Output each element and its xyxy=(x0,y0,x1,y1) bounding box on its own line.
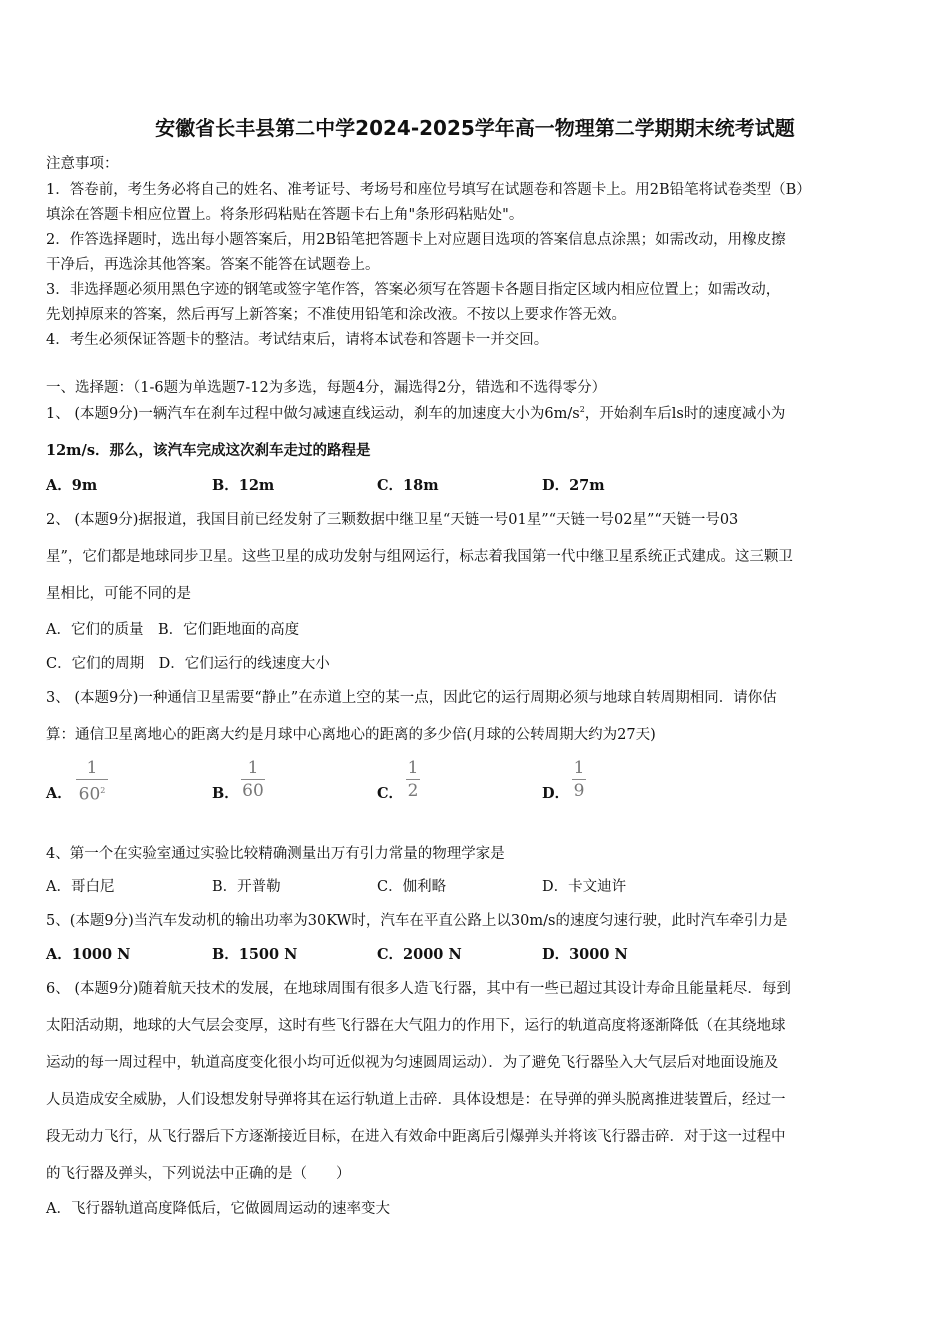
fraction-bar xyxy=(241,779,265,780)
notice-line: 3．非选择题必须用黑色字迹的钢笔或签字笔作答，答案必须写在答题卡各题目指定区域内相应位置上；如需改动， xyxy=(46,282,781,298)
option-b[interactable]: B．开普勒 xyxy=(212,879,281,895)
option-d[interactable]: D．3000 N xyxy=(542,946,628,963)
notice-line: 填涂在答题卡相应位置上。将条形码粘贴在答题卡右上角"条形码粘贴处"。 xyxy=(46,207,524,223)
notice-line: 2．作答选择题时，选出每小题答案后，用2B铅笔把答题卡上对应题目选项的答案信息点涂黑；如需改动，用橡皮擦 xyxy=(46,232,786,248)
denominator-exponent: 2 xyxy=(100,786,106,795)
fraction-numerator: 1 xyxy=(247,758,259,778)
notice-line: 干净后，再选涂其他答案。答案不能答在试题卷上。 xyxy=(46,257,380,273)
question-5-text: 5、(本题9分)当汽车发动机的输出功率为30KW时，汽车在平直公路上以30m/s的速度匀速行驶，此时汽车牵引力是 xyxy=(46,913,788,929)
option-a[interactable]: A．哥白尼 xyxy=(46,879,115,895)
question-1-text xyxy=(46,402,906,423)
question-2-text: 星”，它们都是地球同步卫星。这些卫星的成功发射与组网运行，标志着我国第一代中继卫星系统正式建成。这三颗卫 xyxy=(46,549,793,565)
option-b-label[interactable]: B． xyxy=(212,785,239,802)
q1-text-a: 1、 (本题9分)一辆汽车在刹车过程中做匀减速直线运动，刹车的加速度大小为6m/s xyxy=(46,406,580,422)
fraction-denominator: 2 xyxy=(407,781,419,801)
question-2-text: 2、 (本题9分)据报道，我国目前已经发射了三颗数据中继卫星“天链一号01星”“天链一号02星”“天链一号03 xyxy=(46,512,739,528)
question-1-options xyxy=(46,474,906,494)
fraction-numerator: 1 xyxy=(407,758,419,778)
fraction-bar xyxy=(406,779,420,780)
question-4-text: 4、第一个在实验室通过实验比较精确测量出万有引力常量的物理学家是 xyxy=(46,846,505,862)
option-d[interactable]: D．27m xyxy=(542,477,605,494)
option-b[interactable]: B．12m xyxy=(212,477,275,494)
question-3-text: 算：通信卫星离地心的距离大约是月球中心离地心的距离的多少倍(月球的公转周期大约为27天) xyxy=(46,727,656,743)
question-6-text: 人员造成安全威胁，人们设想发射导弹将其在运行轨道上击碎．具体设想是：在导弹的弹头脱离推进装置后，经过一 xyxy=(46,1092,786,1108)
question-1-text: 12m/s．那么，该汽车完成这次刹车走过的路程是 xyxy=(46,442,371,459)
question-5-options xyxy=(46,943,906,963)
option-b[interactable]: B．1500 N xyxy=(212,946,298,963)
exam-title: 安徽省长丰县第二中学2024-2025学年高一物理第二学期期末统考试题 xyxy=(155,116,795,140)
option-a[interactable]: A．1000 N xyxy=(46,946,131,963)
question-6-text: 运动的每一周过程中，轨道高度变化很小均可近似视为匀速圆周运动）．为了避免飞行器坠入大气层后对地面设施及 xyxy=(46,1055,779,1071)
denominator-value: 60 xyxy=(78,784,101,805)
fraction-d xyxy=(572,758,586,801)
option-d[interactable]: D．卡文迪许 xyxy=(542,879,627,895)
fraction-numerator: 1 xyxy=(86,758,98,778)
notice-line: 4．考生必须保证答题卡的整洁。考试结束后，请将本试卷和答题卡一并交回。 xyxy=(46,332,549,348)
notice-line: 1．答卷前，考生务必将自己的姓名、准考证号、考场号和座位号填写在试题卷和答题卡上。用2B铅笔将试卷类型（B） xyxy=(46,182,811,198)
question-6-text: 段无动力飞行，从飞行器后下方逐渐接近目标，在进入有效命中距离后引爆弹头并将该飞行器击碎．对于这一过程中 xyxy=(46,1129,786,1145)
fraction-denominator xyxy=(76,781,108,805)
question-3-text: 3、 (本题9分)一种通信卫星需要“静止”在赤道上空的某一点，因此它的运行周期必须与地球自转周期相同．请你估 xyxy=(46,690,777,706)
option-a[interactable]: A．9m xyxy=(46,477,98,494)
notice-heading: 注意事项： xyxy=(46,156,119,172)
fraction-bar xyxy=(572,779,586,780)
question-2-text: 星相比，可能不同的是 xyxy=(46,586,191,602)
section-heading: 一、选择题：（1-6题为单选题7-12为多选，每题4分，漏选得2分，错选和不选得零分） xyxy=(46,380,607,396)
option-d-label[interactable]: D． xyxy=(542,785,570,802)
fraction-c xyxy=(406,758,420,801)
option-a-label[interactable]: A． xyxy=(46,785,72,802)
notice-line: 先划掉原来的答案，然后再写上新答案；不准使用铅笔和涂改液。不按以上要求作答无效。 xyxy=(46,307,626,323)
option-cd[interactable]: C．它们的周期 D．它们运行的线速度大小 xyxy=(46,656,330,672)
fraction-bar xyxy=(76,779,108,780)
question-6-text: 太阳活动期，地球的大气层会变厚，这时有些飞行器在大气阻力的作用下，运行的轨道高度将逐渐降低（在其绕地球 xyxy=(46,1018,786,1034)
option-c-label[interactable]: C． xyxy=(377,785,404,802)
question-6-text: 6、 (本题9分)随着航天技术的发展，在地球周围有很多人造飞行器，其中有一些已超过其设计寿命且能量耗尽．每到 xyxy=(46,981,791,997)
fraction-a xyxy=(76,758,108,805)
q1-text-b: ，开始刹车后ls时的速度减小为 xyxy=(584,406,786,422)
q1-exponent: 2 xyxy=(579,405,585,415)
option-a[interactable]: A．飞行器轨道高度降低后，它做圆周运动的速率变大 xyxy=(46,1201,390,1217)
question-6-text: 的飞行器及弹头，下列说法中正确的是（ ） xyxy=(46,1166,351,1182)
option-c[interactable]: C．2000 N xyxy=(377,946,462,963)
option-c[interactable]: C．伽利略 xyxy=(377,879,447,895)
fraction-b xyxy=(241,758,265,801)
fraction-denominator: 9 xyxy=(573,781,585,801)
option-ab[interactable]: A．它们的质量 B．它们距地面的高度 xyxy=(46,622,300,638)
option-c[interactable]: C．18m xyxy=(377,477,439,494)
fraction-numerator: 1 xyxy=(573,758,585,778)
question-4-options xyxy=(46,875,906,895)
fraction-denominator: 60 xyxy=(242,781,264,801)
